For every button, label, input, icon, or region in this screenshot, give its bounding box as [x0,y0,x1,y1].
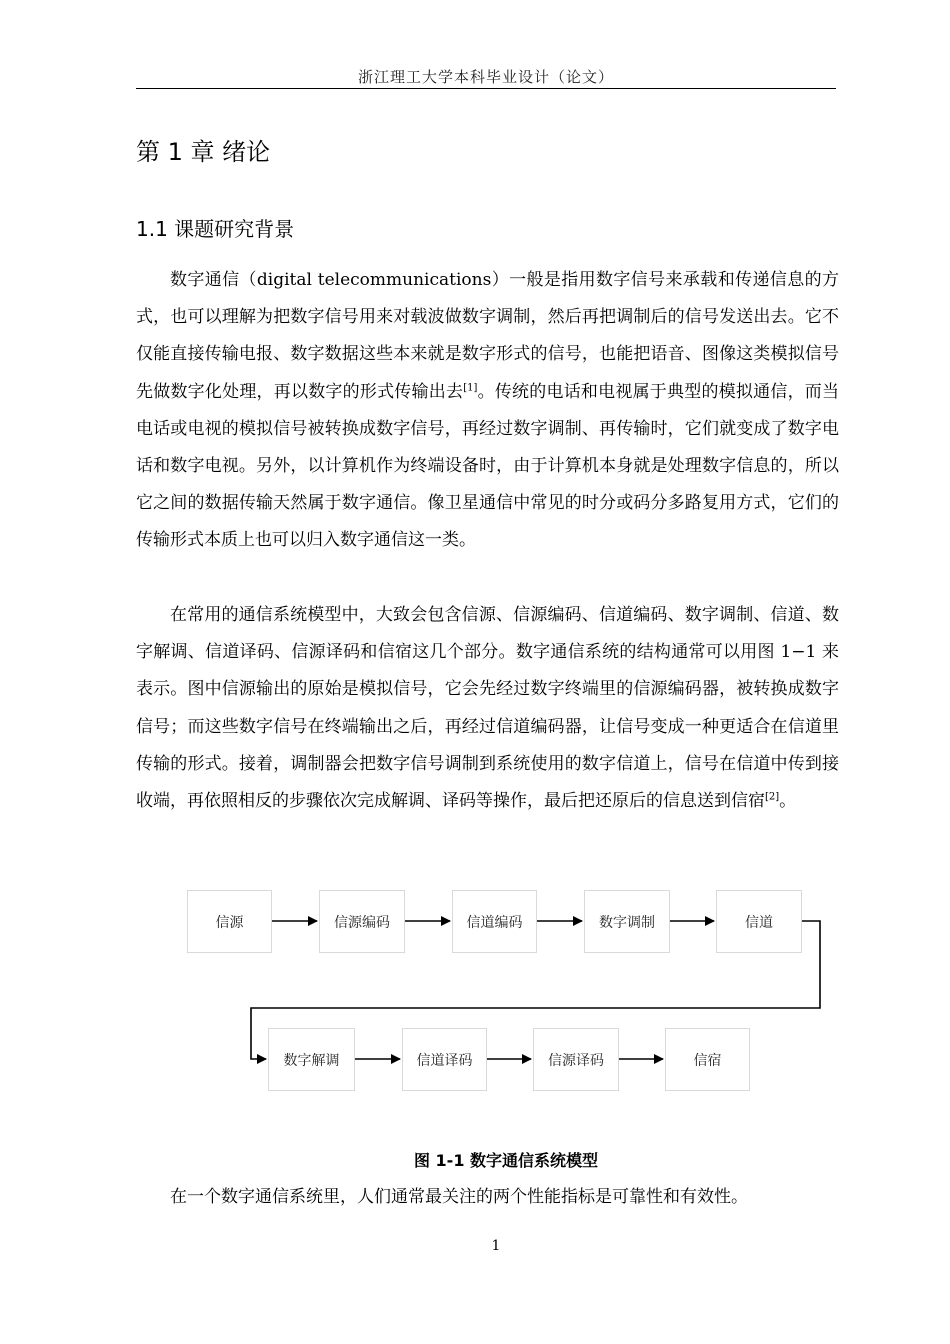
page-number: 1 [491,1238,501,1254]
body-paragraph-2 [136,597,839,820]
section-title: 1.1 课题研究背景 [136,217,295,241]
paragraph-text: 。 [779,791,797,812]
flow-box-channel-decoding: 信道译码 [402,1028,487,1091]
flow-box-digital-modulation: 数字调制 [584,890,670,953]
flow-box-source-decoding: 信源译码 [533,1028,619,1091]
figure-caption: 图 1-1 数字通信系统模型 [413,1151,599,1170]
flow-box-source: 信源 [187,890,272,953]
paragraph-text: 在常用的通信系统模型中，大致会包含信源、信源编码、信道编码、数字调制、信道、数字解调、信道译码、信源译码和信宿这几个部分。数字通信系统的结构通常可以用图 1−1 来表示。图中信源输出的原始是模拟信号，它会先经过数字终端里的信源编码器，被转换成数字信号；而这些数字信号在终端输出之后，再经过信道编码器，让信号变成一种更适合在信道里传输的形式。接着，调制器会把数字信号调制到系统使用的数字信道上，信号在信道中传到接收端，再依照相反的步骤依次完成解调、译码等操作，最后把还原后的信息送到信宿 [136,605,839,812]
flow-box-source-encoding: 信源编码 [319,890,405,953]
chapter-title: 第 1 章 绪论 [136,138,271,166]
flow-box-sink: 信宿 [665,1028,750,1091]
paragraph-text: 数字通信（digital telecommunications）一般是指用数字信号来承载和传递信息的方式，也可以理解为把数字信号用来对载波做数字调制，然后再把调制后的信号发送出去。它不仅能直接传输电报、数字数据这些本来就是数字形式的信号，也能把语音、图像这类模拟信号先做数字化处理，再以数字的形式传输出去 [136,270,839,402]
flow-box-channel-encoding: 信道编码 [452,890,537,953]
paragraph-text: 。传统的电话和电视属于典型的模拟通信，而当电话或电视的模拟信号被转换成数字信号，再经过数字调制、再传输时，它们就变成了数字电话和数字电视。另外，以计算机作为终端设备时，由于计算机本身就是处理数字信息的，所以它之间的数据传输天然属于数字通信。像卫星通信中常见的时分或码分多路复用方式，它们的传输形式本质上也可以归入数字通信这一类。 [136,381,840,551]
flow-box-channel: 信道 [716,890,802,953]
running-header: 浙江理工大学本科毕业设计（论文） [357,68,614,86]
body-paragraph-1 [136,262,839,560]
citation-ref: [2] [765,791,780,803]
body-paragraph-3: 在一个数字通信系统里，人们通常最关注的两个性能指标是可靠性和有效性。 [170,1187,748,1207]
flow-box-digital-demodulation: 数字解调 [268,1028,355,1091]
header-rule [136,88,836,89]
citation-ref: [1] [463,381,478,393]
